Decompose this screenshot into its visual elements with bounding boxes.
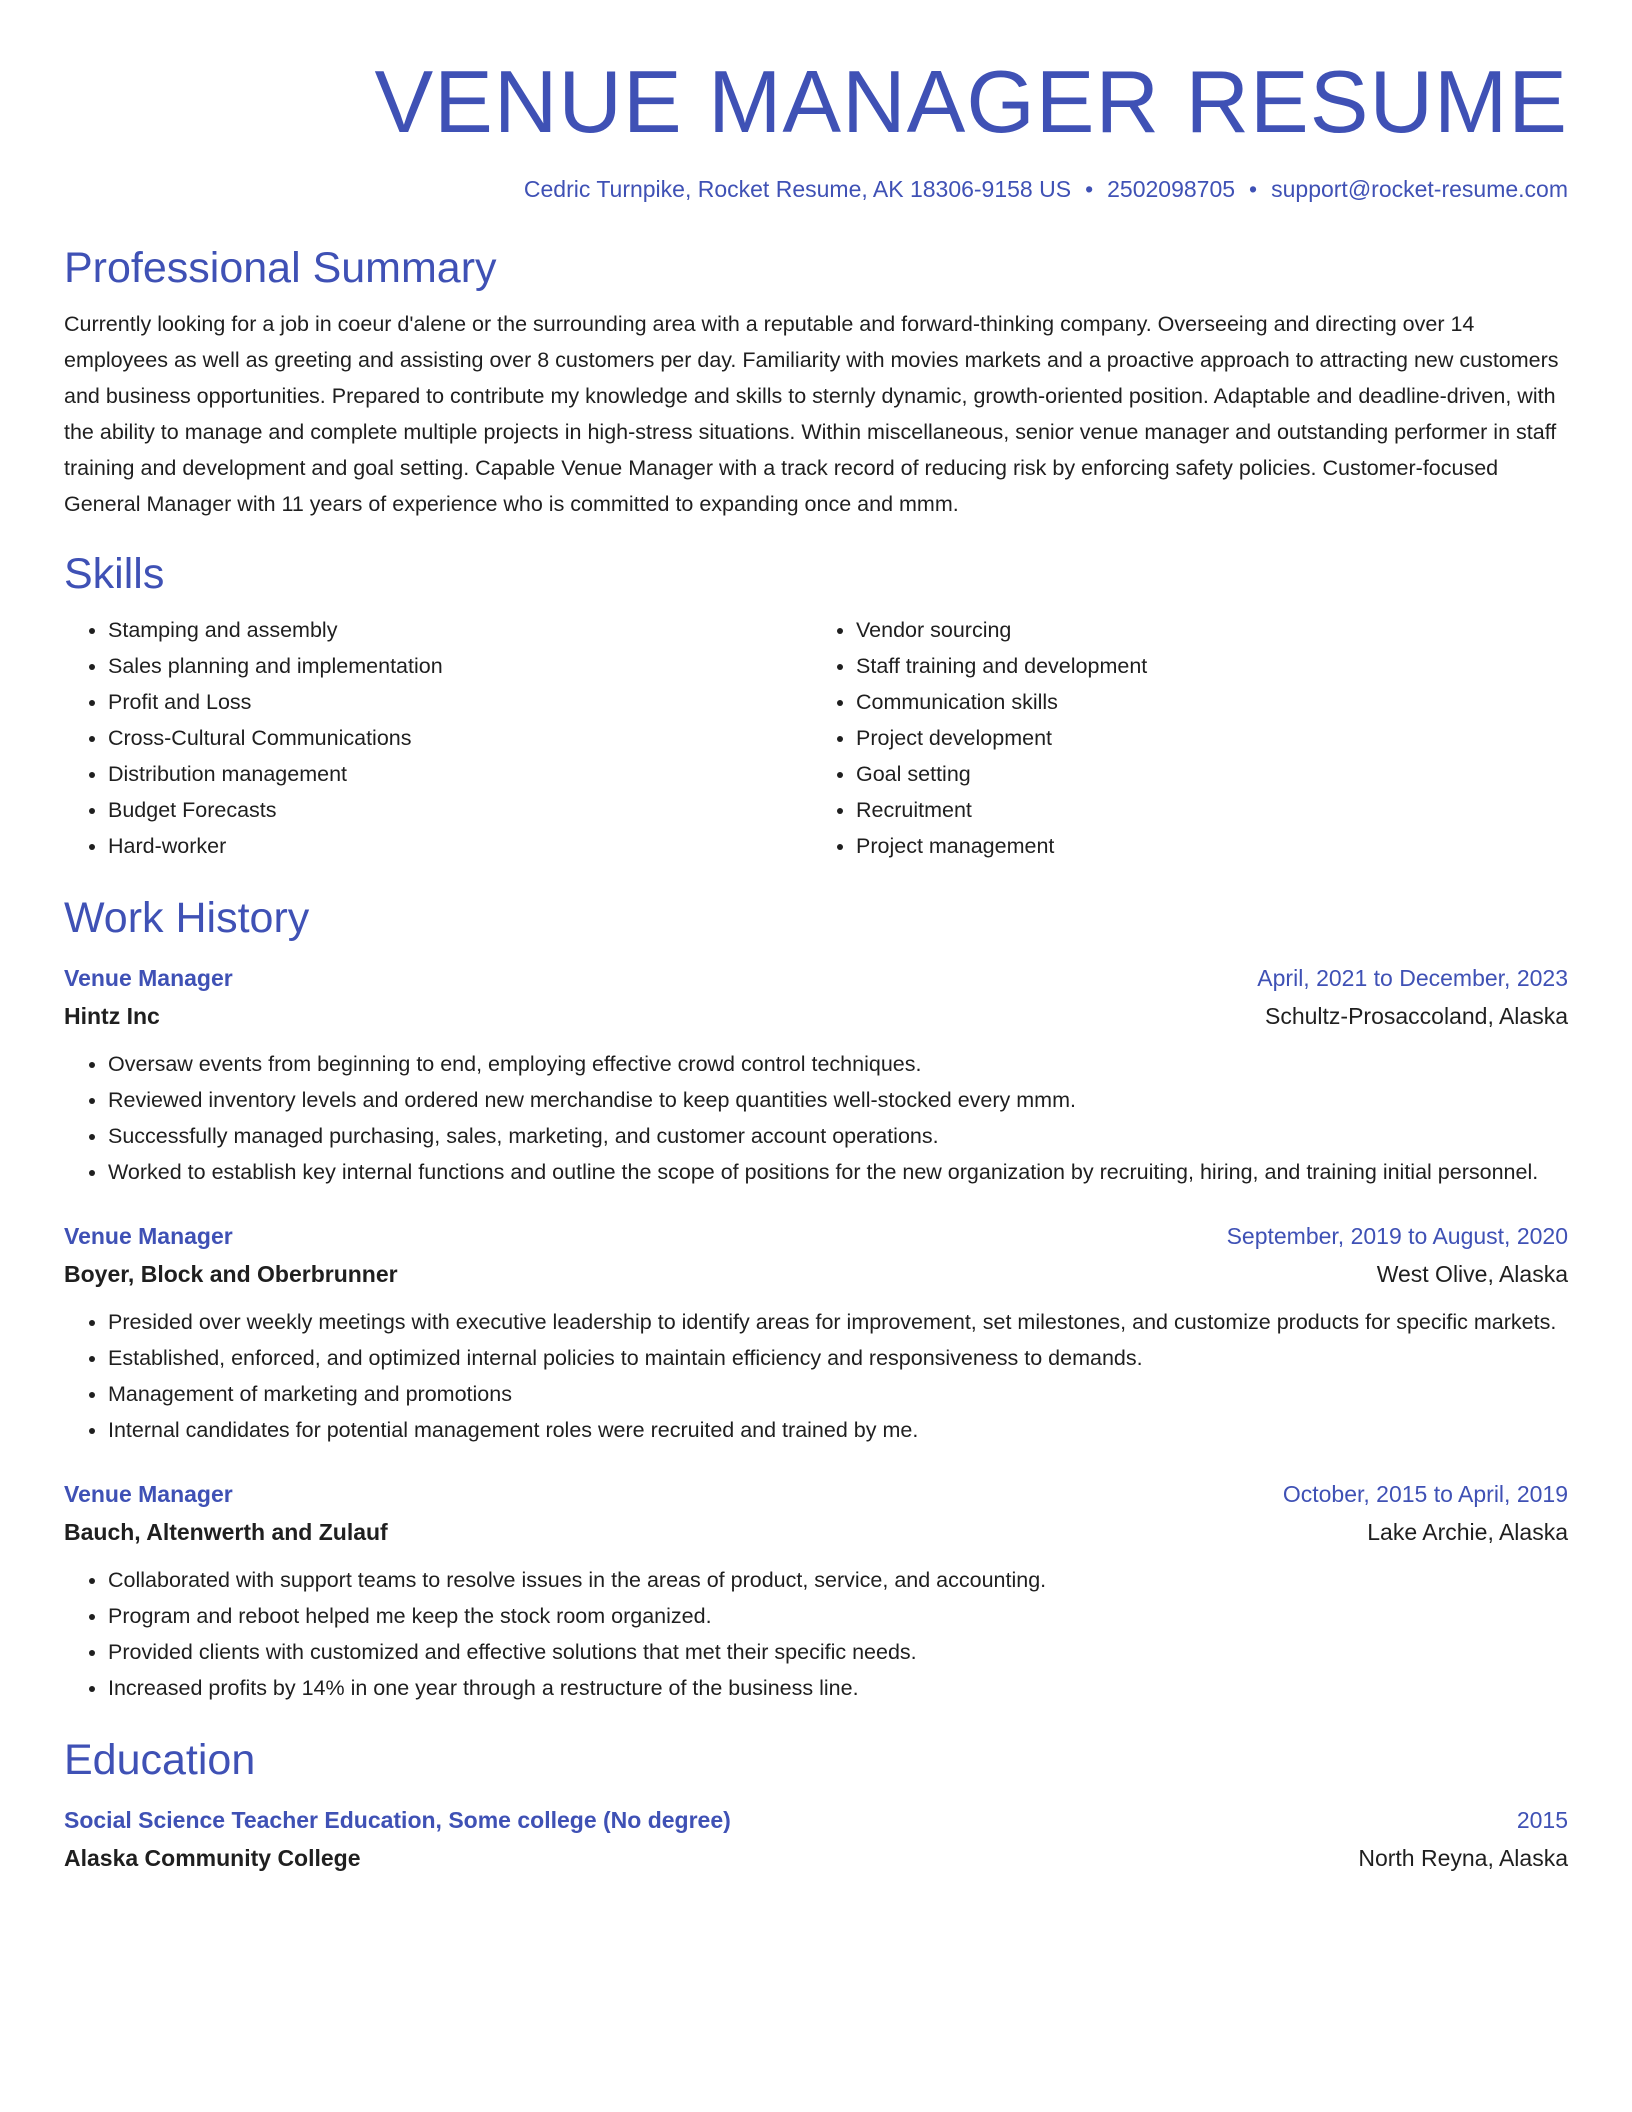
job-dates: April, 2021 to December, 2023 bbox=[1257, 965, 1568, 991]
job-entry bbox=[64, 1218, 1568, 1448]
resume-title: VENUE MANAGER RESUME bbox=[374, 52, 1568, 151]
job-location: Lake Archie, Alaska bbox=[1367, 1519, 1568, 1545]
job-bullets bbox=[64, 1046, 1568, 1190]
skill-item: • Cross-Cultural Communications bbox=[108, 720, 816, 756]
company-name: Bauch, Altenwerth and Zulauf bbox=[64, 1519, 388, 1545]
company-name: Boyer, Block and Oberbrunner bbox=[64, 1261, 398, 1287]
job-dates: October, 2015 to April, 2019 bbox=[1282, 1481, 1568, 1507]
skills-heading: Skills bbox=[64, 550, 165, 598]
contact-separator: • bbox=[1249, 176, 1258, 202]
job-bullet: • Increased profits by 14% in one year through a restructure of the business line. bbox=[108, 1670, 1568, 1706]
work-history-section bbox=[64, 892, 1568, 1706]
skill-item: • Project management bbox=[856, 828, 1568, 864]
summary-text: Currently looking for a job in coeur d'alene or the surrounding area with a reputable and forward-thinking company. Overseeing and directing over 14 employees as well as greeting and assisting over 8 customers per day. Familiarity with movies markets and a proactive approach to attracting new customers and business opportunities. Prepared to contribute my knowledge and skills to sternly dynamic, growth-oriented position. Adaptable and deadline-driven, with the ability to manage and complete multiple projects in high-stress situations. Within miscellaneous, senior venue manager and outstanding performer in staff training and development and goal setting. Capable Venue Manager with a track record of reducing risk by enforcing safety policies. Customer-focused General Manager with 11 years of experience who is committed to expanding once and mmm. bbox=[64, 312, 1559, 516]
job-bullets bbox=[64, 1562, 1568, 1706]
job-title: Venue Manager bbox=[64, 965, 233, 991]
skills-grid bbox=[64, 612, 1568, 864]
skills-list-right bbox=[816, 612, 1568, 864]
summary-section bbox=[64, 242, 1568, 522]
contact-line bbox=[64, 174, 1568, 204]
job-dates: September, 2019 to August, 2020 bbox=[1226, 1223, 1568, 1249]
skill-item: • Communication skills bbox=[856, 684, 1568, 720]
job-bullet: • Oversaw events from beginning to end, employing effective crowd control techniques. bbox=[108, 1046, 1568, 1082]
job-bullet: • Reviewed inventory levels and ordered new merchandise to keep quantities well-stocked every mmm. bbox=[108, 1082, 1568, 1118]
skill-item: • Budget Forecasts bbox=[108, 792, 816, 828]
job-bullet: • Established, enforced, and optimized internal policies to maintain efficiency and responsiveness to demands. bbox=[108, 1340, 1568, 1376]
skill-item: • Vendor sourcing bbox=[856, 612, 1568, 648]
job-bullet: • Successfully managed purchasing, sales, marketing, and customer account operations. bbox=[108, 1118, 1568, 1154]
work-history-heading: Work History bbox=[64, 894, 310, 942]
job-location: West Olive, Alaska bbox=[1376, 1261, 1568, 1287]
education-entry bbox=[64, 1802, 1568, 1878]
skills-section bbox=[64, 548, 1568, 864]
summary-heading: Professional Summary bbox=[64, 244, 497, 292]
skill-item: • Goal setting bbox=[856, 756, 1568, 792]
job-bullet: • Internal candidates for potential management roles were recruited and trained by me. bbox=[108, 1412, 1568, 1448]
skill-item: • Sales planning and implementation bbox=[108, 648, 816, 684]
education-year: 2015 bbox=[1516, 1807, 1568, 1833]
company-name: Hintz Inc bbox=[64, 1003, 160, 1029]
job-title: Venue Manager bbox=[64, 1481, 233, 1507]
job-entry bbox=[64, 960, 1568, 1190]
contact-separator: • bbox=[1085, 176, 1094, 202]
job-bullet: • Provided clients with customized and effective solutions that met their specific needs. bbox=[108, 1634, 1568, 1670]
school-location: North Reyna, Alaska bbox=[1358, 1845, 1568, 1871]
job-bullet: • Program and reboot helped me keep the stock room organized. bbox=[108, 1598, 1568, 1634]
skill-item: • Distribution management bbox=[108, 756, 816, 792]
skill-item: • Recruitment bbox=[856, 792, 1568, 828]
school-name: Alaska Community College bbox=[64, 1845, 361, 1871]
education-heading: Education bbox=[64, 1736, 256, 1784]
skills-list-left bbox=[64, 612, 816, 864]
skill-item: • Profit and Loss bbox=[108, 684, 816, 720]
contact-address: Cedric Turnpike, Rocket Resume, AK 18306-9158 US bbox=[523, 176, 1072, 202]
education-section bbox=[64, 1734, 1568, 1878]
job-bullets bbox=[64, 1304, 1568, 1448]
job-title: Venue Manager bbox=[64, 1223, 233, 1249]
job-bullet: • Collaborated with support teams to resolve issues in the areas of product, service, and accounting. bbox=[108, 1562, 1568, 1598]
job-bullet: • Presided over weekly meetings with executive leadership to identify areas for improvement, set milestones, and customize products for specific markets. bbox=[108, 1304, 1568, 1340]
degree-title: Social Science Teacher Education, Some college (No degree) bbox=[64, 1807, 731, 1833]
skill-item: • Staff training and development bbox=[856, 648, 1568, 684]
skill-item: • Hard-worker bbox=[108, 828, 816, 864]
skill-item: • Stamping and assembly bbox=[108, 612, 816, 648]
job-location: Schultz-Prosaccoland, Alaska bbox=[1265, 1003, 1568, 1029]
contact-phone: 2502098705 bbox=[1107, 176, 1236, 202]
skill-item: • Project development bbox=[856, 720, 1568, 756]
job-entry bbox=[64, 1476, 1568, 1706]
job-bullet: • Worked to establish key internal functions and outline the scope of positions for the new organization by recruiting, hiring, and training initial personnel. bbox=[108, 1154, 1568, 1190]
job-bullet: • Management of marketing and promotions bbox=[108, 1376, 1568, 1412]
contact-email: support@rocket-resume.com bbox=[1271, 176, 1568, 202]
